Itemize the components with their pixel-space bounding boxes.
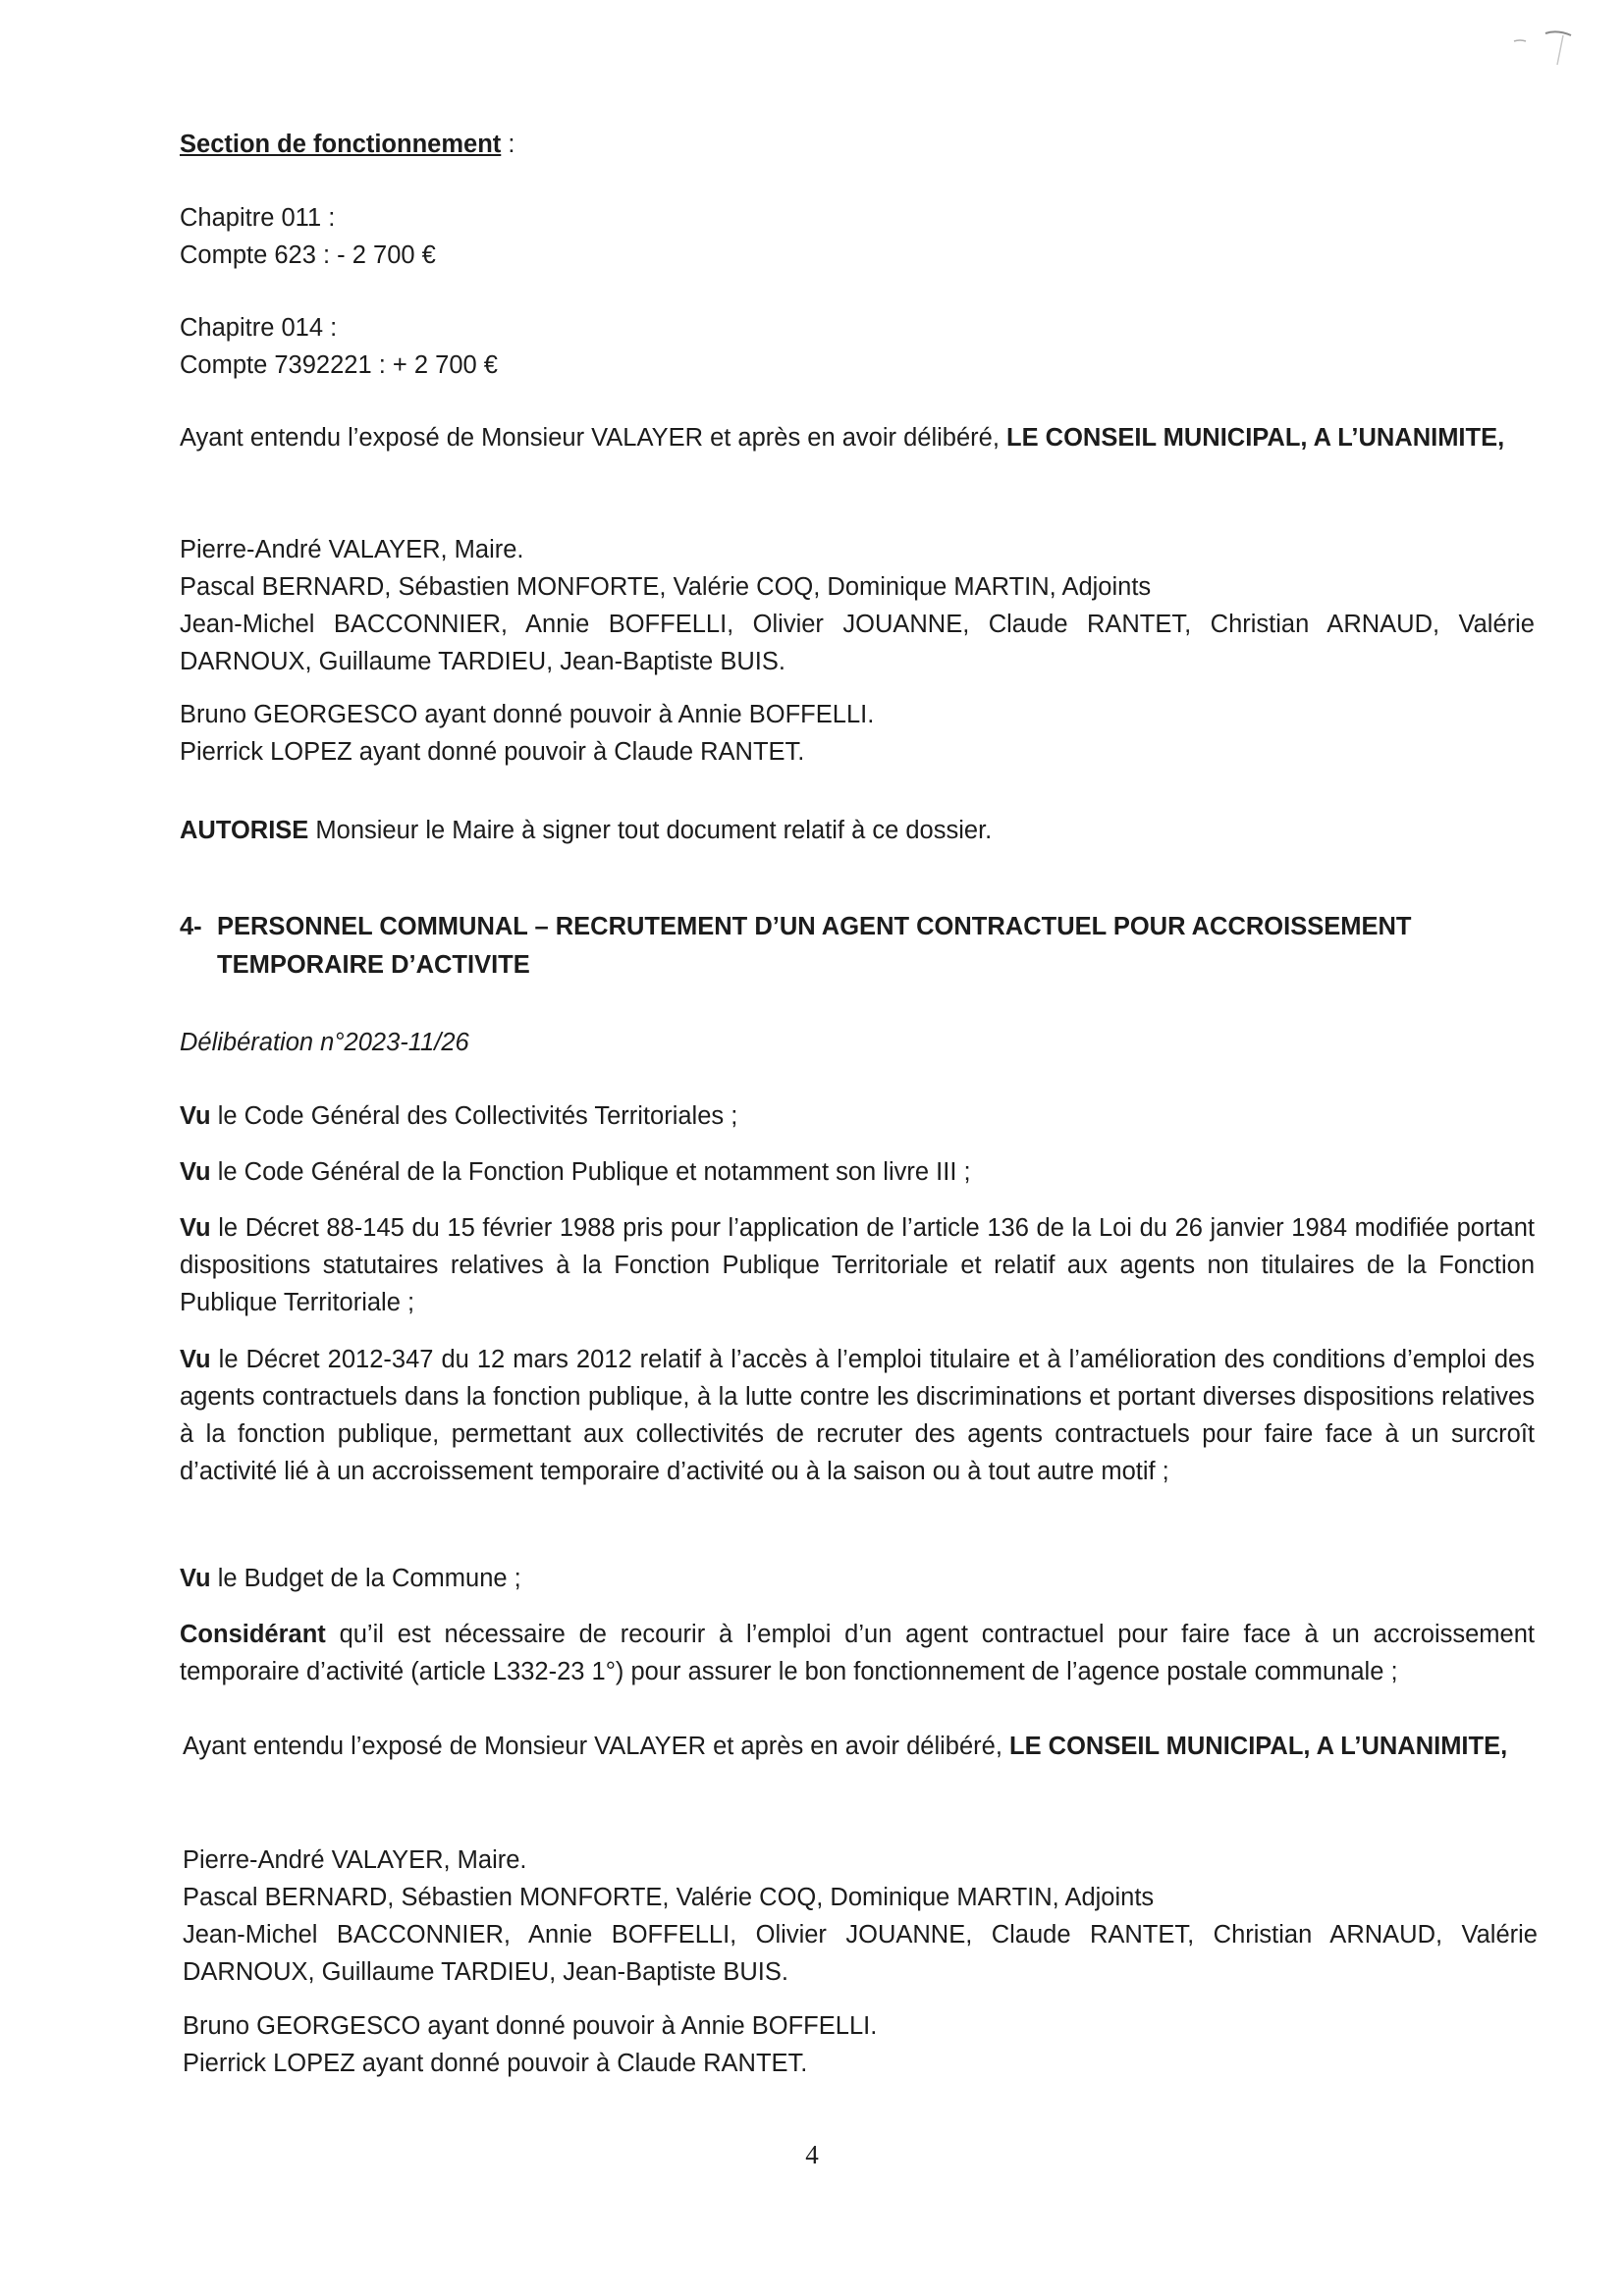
- vote1-pouvoirs: [180, 696, 1535, 771]
- vote2-decision: LE CONSEIL MUNICIPAL, A L’UNANIMITE,: [1009, 1733, 1508, 1760]
- vu-1: Vu le Code Général des Collectivités Territoriales ;: [180, 1102, 738, 1130]
- vu-2: Vu le Code Général de la Fonction Publique et notamment son livre III ;: [180, 1158, 971, 1186]
- item4-title-line2: TEMPORAIRE D’ACTIVITE: [217, 951, 530, 979]
- vote2-pouvoir-2: Pierrick LOPEZ ayant donné pouvoir à Claude RANTET.: [183, 2050, 808, 2077]
- vu-4: Vu le Décret 2012-347 du 12 mars 2012 relatif à l’accès à l’emploi titulaire et à l’amélioration des conditions d’emploi des agents contractuels dans la fonction publique, à la lutte contre les discriminations et portant diverses dispositions relatives à la fonction publique, permettant aux collectivités de recruter des agents contractuels pour faire face à un surcroît d’activité lié à un accroissement temporaire d’activité ou à la saison ou à tout autre motif ;: [180, 1346, 1535, 1485]
- vote1-pouvoir-1: Bruno GEORGESCO ayant donné pouvoir à Annie BOFFELLI.: [180, 701, 875, 728]
- vote1-autorise: AUTORISE Monsieur le Maire à signer tout document relatif à ce dossier.: [180, 817, 993, 844]
- item4-title-line1: PERSONNEL COMMUNAL – RECRUTEMENT D’UN AGENT CONTRACTUEL POUR ACCROISSEMENT: [217, 913, 1412, 940]
- page-number: 4: [805, 2140, 819, 2169]
- chapitre-014-block: [180, 309, 1535, 384]
- deliberation-number: Délibération n°2023-11/26: [180, 1029, 469, 1056]
- scan-smudge-icon: [1506, 20, 1595, 69]
- vote2-intro: Ayant entendu l’exposé de Monsieur VALAYER et après en avoir délibéré, LE CONSEIL MUNICIPAL, A L’UNANIMITE,: [183, 1733, 1508, 1760]
- vote1-members: [180, 531, 1535, 680]
- vote1-decision: LE CONSEIL MUNICIPAL, A L’UNANIMITE,: [1006, 424, 1505, 452]
- chapitre-014: Chapitre 014 :: [180, 314, 338, 342]
- vote1-maire: Pierre-André VALAYER, Maire.: [180, 536, 524, 563]
- vote1-intro: Ayant entendu l’exposé de Monsieur VALAYER et après en avoir délibéré, LE CONSEIL MUNICIPAL, A L’UNANIMITE,: [180, 424, 1505, 452]
- vote2-conseillers: Jean-Michel BACCONNIER, Annie BOFFELLI, Olivier JOUANNE, Claude RANTET, Christian ARNAUD, Valérie DARNOUX, Guillaume TARDIEU, Jean-Baptiste BUIS.: [183, 1921, 1538, 1986]
- item4-number: 4-: [180, 913, 202, 940]
- vote1-pouvoir-2: Pierrick LOPEZ ayant donné pouvoir à Claude RANTET.: [180, 738, 805, 766]
- vote2-adjoints: Pascal BERNARD, Sébastien MONFORTE, Valérie COQ, Dominique MARTIN, Adjoints: [183, 1884, 1155, 1911]
- item4-heading: [180, 908, 1495, 985]
- compte-7392221: Compte 7392221 : + 2 700 €: [180, 351, 498, 379]
- vote1-conseillers: Jean-Michel BACCONNIER, Annie BOFFELLI, Olivier JOUANNE, Claude RANTET, Christian ARNAUD, Valérie DARNOUX, Guillaume TARDIEU, Jean-Baptiste BUIS.: [180, 611, 1535, 675]
- compte-623: Compte 623 : - 2 700 €: [180, 241, 436, 269]
- vote2-pouvoirs: [183, 2007, 1538, 2082]
- chapitre-011: Chapitre 011 :: [180, 204, 336, 232]
- section-title: Section de fonctionnement :: [180, 131, 515, 158]
- vote2-members: [183, 1842, 1538, 1991]
- vote2-pouvoir-1: Bruno GEORGESCO ayant donné pouvoir à Annie BOFFELLI.: [183, 2012, 878, 2040]
- section-title-text: Section de fonctionnement: [180, 131, 502, 158]
- vu-5: Vu le Budget de la Commune ;: [180, 1565, 521, 1592]
- considerant: Considérant qu’il est nécessaire de recourir à l’emploi d’un agent contractuel pour faire face à un accroissement temporaire d’activité (article L332-23 1°) pour assurer le bon fonctionnement de l’agence postale communale ;: [180, 1621, 1535, 1685]
- chapitre-011-block: [180, 199, 1535, 274]
- vote2-maire: Pierre-André VALAYER, Maire.: [183, 1846, 527, 1874]
- vu-3: Vu le Décret 88-145 du 15 février 1988 pris pour l’application de l’article 136 de la Loi du 26 janvier 1984 modifiée portant dispositions statutaires relatives à la Fonction Publique Territoriale et relatif aux agents non titulaires de la Fonction Publique Territoriale ;: [180, 1214, 1535, 1316]
- vote1-adjoints: Pascal BERNARD, Sébastien MONFORTE, Valérie COQ, Dominique MARTIN, Adjoints: [180, 573, 1152, 601]
